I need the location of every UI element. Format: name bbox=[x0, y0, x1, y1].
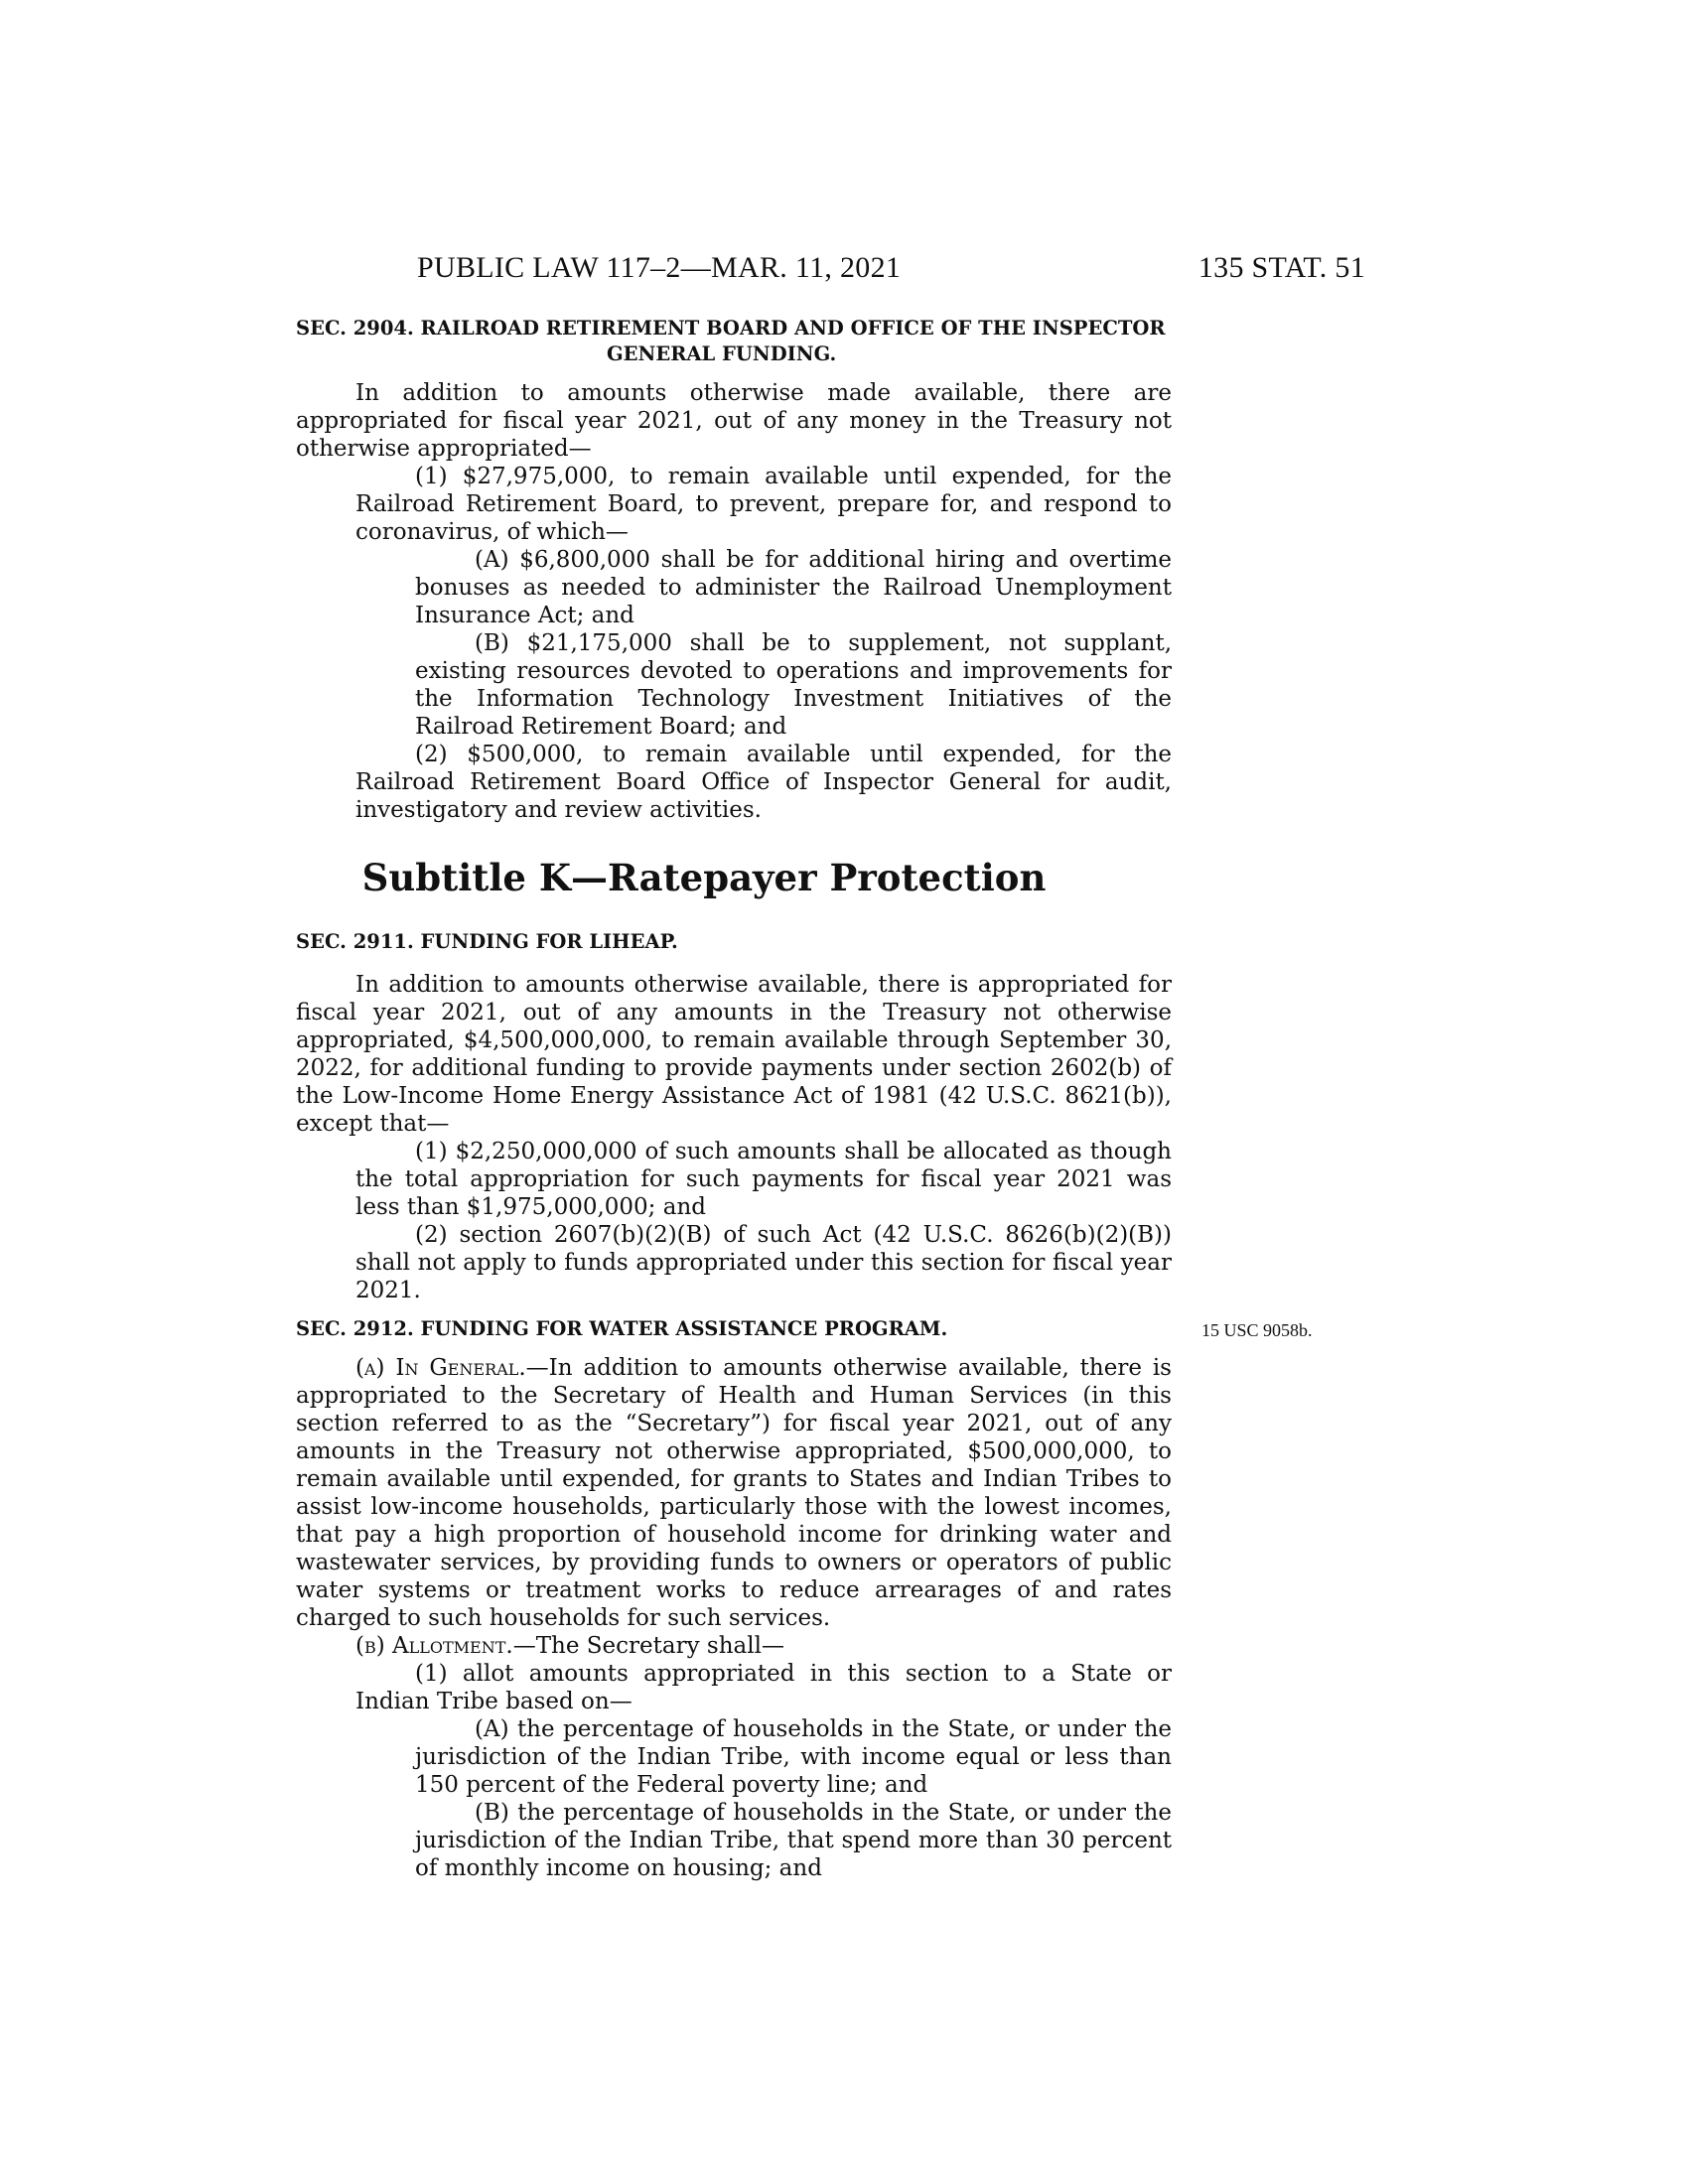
section-2912-heading: SEC. 2912. FUNDING FOR WATER ASSISTANCE PROGRAM. bbox=[296, 1317, 948, 1340]
margin-note-usc: 15 USC 9058b. bbox=[1201, 1320, 1313, 1340]
subsection-b-text: —The Secretary shall— bbox=[512, 1633, 784, 1659]
section-2911-paragraph-1: (1) $2,250,000,000 of such amounts shall be allocated as though the total appropriation for such payments for fiscal year 2021 was less than $1,975,000,000; and bbox=[355, 1139, 1172, 1220]
subsection-a-label: (a) In General. bbox=[355, 1355, 526, 1381]
section-2912-subparagraph-b: (B) the percentage of households in the State, or under the jurisdiction of the Indian Tribe, that spend more than 30 percent of monthly income on housing; and bbox=[415, 1800, 1172, 1881]
section-2904-subparagraph-a: (A) $6,800,000 shall be for additional hiring and overtime bonuses as needed to administer the Railroad Unemployment Insurance Act; and bbox=[415, 547, 1172, 628]
section-2904-heading: SEC. 2904. RAILROAD RETIREMENT BOARD AND OFFICE OF THE INSPECTOR GENERAL FUNDING. bbox=[296, 317, 1166, 365]
stat-citation: 135 STAT. 51 bbox=[1197, 251, 1365, 284]
page-header bbox=[417, 248, 1365, 288]
subsection-a-text: —In addition to amounts otherwise available, there is appropriated to the Secretary of Health and Human Services (in this section referred to as the “Secretary”) for fiscal year 2021, out of any amounts in the Treasury not otherwise appropriated, $500,000,000, to remain available until expended, for grants to States and Indian Tribes to assist low-income households, particularly those with the lowest incomes, that pay a high proportion of household income for drinking water and wastewater services, by providing funds to owners or operators of public water systems or treatment works to reduce arrearages of and rates charged to such households for such services. bbox=[296, 1355, 1172, 1631]
section-2904-intro: In addition to amounts otherwise made available, there are appropriated for fiscal year 2021, out of any money in the Treasury not otherwise appropriated— bbox=[296, 380, 1172, 462]
section-2912-subsection-a bbox=[296, 1354, 1172, 1632]
section-2912-paragraph-1: (1) allot amounts appropriated in this section to a State or Indian Tribe based on— bbox=[355, 1661, 1172, 1714]
subtitle-heading: Subtitle K—Ratepayer Protection bbox=[361, 856, 1047, 899]
section-2911-intro: In addition to amounts otherwise available, there is appropriated for fiscal year 2021, out of any amounts in the Treasury not otherwise appropriated, $4,500,000,000, to remain available through September 30, 2022, for additional funding to provide payments under section 2602(b) of the Low-Income Home Energy Assistance Act of 1981 (42 U.S.C. 8621(b)), except that— bbox=[296, 972, 1172, 1137]
section-2904-subparagraph-b: (B) $21,175,000 shall be to supplement, not supplant, existing resources devoted to operations and improvements for the Information Technology Investment Initiatives of the Railroad Retirement Board; and bbox=[415, 630, 1172, 740]
subsection-b-label: (b) Allotment. bbox=[355, 1633, 513, 1659]
section-2911-paragraph-2: (2) section 2607(b)(2)(B) of such Act (42 U.S.C. 8626(b)(2)(B)) shall not apply to funds appropriated under this section for fiscal year 2021. bbox=[355, 1222, 1172, 1303]
document-body bbox=[296, 316, 1172, 1882]
section-2904-paragraph-1: (1) $27,975,000, to remain available until expended, for the Railroad Retirement Board, to prevent, prepare for, and respond to coronavirus, of which— bbox=[355, 464, 1172, 545]
section-2912-subparagraph-a: (A) the percentage of households in the State, or under the jurisdiction of the Indian Tribe, with income equal or less than 150 percent of the Federal poverty line; and bbox=[415, 1716, 1172, 1798]
section-2904-paragraph-2: (2) $500,000, to remain available until expended, for the Railroad Retirement Board Office of Inspector General for audit, investigatory and review activities. bbox=[355, 742, 1172, 823]
section-2912-subsection-b bbox=[296, 1632, 1172, 1660]
running-head: PUBLIC LAW 117–2—MAR. 11, 2021 bbox=[417, 251, 902, 284]
section-2911-heading: SEC. 2911. FUNDING FOR LIHEAP. bbox=[296, 930, 678, 953]
